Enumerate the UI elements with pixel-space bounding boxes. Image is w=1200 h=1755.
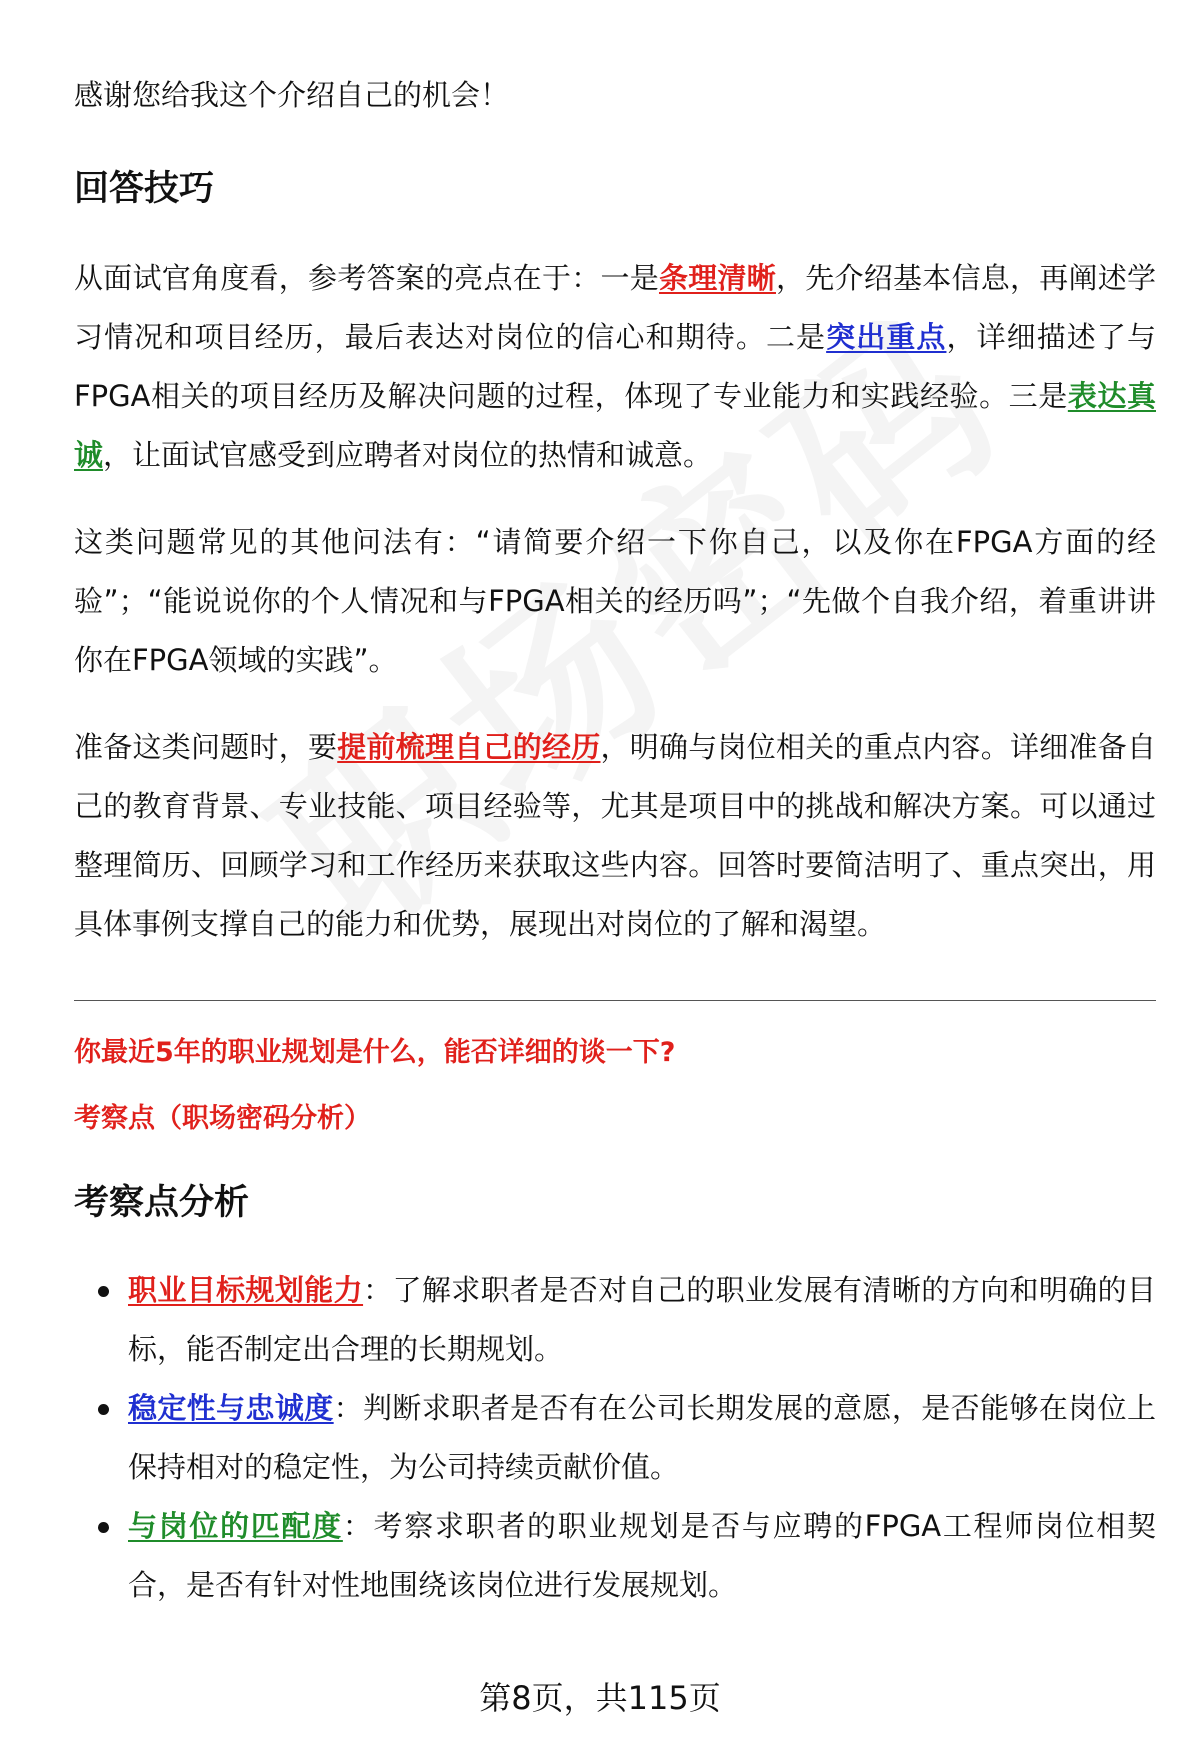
point-text: ：判断求职者是否有在公司长期发展的意愿，是否能够在岗位上保持相对的稳定性，为公司持续贡献价值。 (128, 1391, 1156, 1484)
tips-heading: 回答技巧 (74, 169, 215, 209)
analysis-heading: 考察点分析 (74, 1183, 250, 1223)
tips-p1-text-2: ，先介绍基本信息，再阐述学习情况和项目经历，最后表达对岗位的信心和期待。二是 (74, 261, 1156, 354)
list-item (74, 1261, 1156, 1379)
highlight-sincerity: 表达真诚 (74, 379, 1156, 472)
list-item (74, 1497, 1156, 1615)
highlight-key-points: 突出重点 (826, 320, 947, 354)
page-number: 第8页，共115页 (479, 1679, 721, 1717)
highlight-clear-structure: 条理清晰 (658, 261, 776, 295)
tips-paragraph-3 (74, 718, 1156, 954)
point-label: 稳定性与忠诚度 (128, 1391, 334, 1425)
point-label: 职业目标规划能力 (128, 1273, 364, 1307)
tips-p1-text-4: ，让面试官感受到应聘者对岗位的热情和诚意。 (103, 438, 713, 472)
bullet-icon (98, 1404, 109, 1415)
point-text: ：考察求职者的职业规划是否与应聘的FPGA工程师岗位相契合，是否有针对性地围绕该岗位进行发展规划。 (128, 1509, 1156, 1602)
tips-p3-text-1: 准备这类问题时，要 (74, 730, 338, 764)
tips-p3-text-2: ，明确与岗位相关的重点内容。详细准备自己的教育背景、专业技能、项目经验等，尤其是项目中的挑战和解决方案。可以通过整理简历、回顾学习和工作经历来获取这些内容。回答时要简洁明了、重点突出，用具体事例支撑自己的能力和优势，展现出对岗位的了解和渴望。 (74, 730, 1156, 941)
section-divider (74, 1000, 1156, 1001)
point-label: 与岗位的匹配度 (128, 1509, 343, 1543)
tips-p1-text-3: ，详细描述了与FPGA相关的项目经历及解决问题的过程，体现了专业能力和实践经验。三是 (74, 320, 1156, 413)
page-content (74, 60, 1156, 1615)
highlight-review-experience: 提前梳理自己的经历 (337, 730, 601, 764)
point-text: ：了解求职者是否对自己的职业发展有清晰的方向和明确的目标，能否制定出合理的长期规划。 (128, 1273, 1156, 1366)
tips-paragraph-2: 这类问题常见的其他问法有：“请简要介绍一下你自己，以及你在FPGA方面的经验”；“能说说你的个人情况和与FPGA相关的经历吗”；“先做个自我介绍，着重讲讲你在FPGA领域的实践”。 (74, 525, 1156, 677)
question-subtitle: 考察点（职场密码分析） (74, 1103, 371, 1134)
bullet-icon (98, 1522, 109, 1533)
tips-paragraph-1 (74, 249, 1156, 485)
list-item (74, 1379, 1156, 1497)
tips-p1-text-1: 从面试官角度看，参考答案的亮点在于：一是 (74, 261, 659, 295)
analysis-list (74, 1261, 1156, 1615)
intro-closing-line: 感谢您给我这个介绍自己的机会！ (74, 78, 510, 112)
bullet-icon (98, 1286, 109, 1297)
question-title: 你最近5年的职业规划是什么，能否详细的谈一下? (74, 1037, 676, 1068)
